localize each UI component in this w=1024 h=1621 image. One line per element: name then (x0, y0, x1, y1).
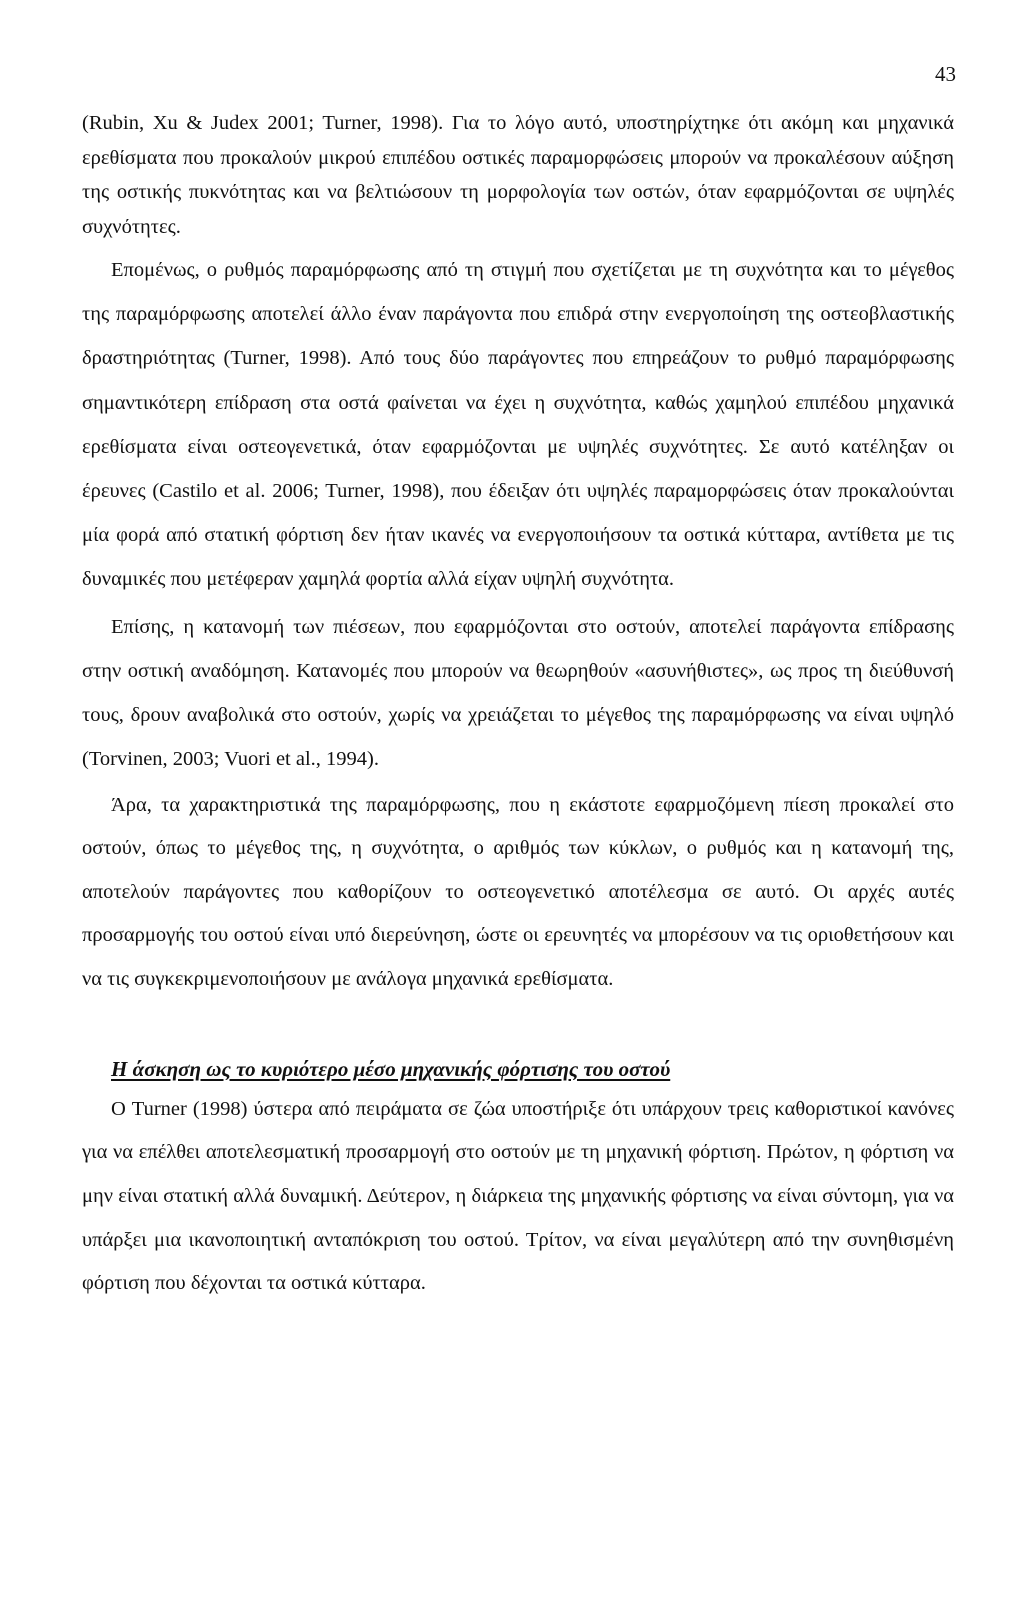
paragraph-4: Άρα, τα χαρακτηριστικά της παραμόρφωσης, που η εκάστοτε εφαρμοζόμενη πίεση προκαλεί στο οστούν, όπως το μέγεθος της, η συχνότητα, ο αριθμός των κύκλων, ο ρυθμός και η κατανομή της, αποτελούν παράγοντες που καθορίζουν το οστεογενετικό αποτέλεσμα σε αυτό. Οι αρχές αυτές προσαρμογής του οστού είναι υπό διερεύνηση, ώστε οι ερευνητές να μπορέσουν να τις οριοθετήσουν και να τις συγκεκριμενοποιήσουν με ανάλογα μηχανικά ερεθίσματα. (82, 793, 954, 990)
paragraph-2: Επομένως, ο ρυθμός παραμόρφωσης από τη στιγμή που σχετίζεται με τη συχνότητα και το μέγεθος της παραμόρφωσης αποτελεί άλλο έναν παράγοντα που επιδρά στην ενεργοποίηση της οστεοβλαστικής δραστηριότητας (Turner, 1998). Από τους δύο παράγοντες που επηρεάζουν το ρυθμό παραμόρφωσης σημαντικότερη επίδραση στα οστά φαίνεται να έχει η συχνότητα, καθώς χαμηλού επιπέδου μηχανικά ερεθίσματα είναι οστεογενετικά, όταν εφαρμόζονται με υψηλές συχνότητες. Σε αυτό κατέληξαν οι έρευνες (Castilo et al. 2006; Turner, 1998), που έδειξαν ότι υψηλές παραμορφώσεις όταν προκαλούνται μία φορά από στατική φόρτιση δεν ήταν ικανές να ενεργοποιήσουν τα οστικά κύτταρα, αντίθετα με τις δυναμικές που μετέφεραν χαμηλά φορτία αλλά είχαν υψηλή συχνότητα. (82, 259, 954, 591)
section-heading: Η άσκηση ως το κυριότερο μέσο μηχανικής φόρτισης του οστού (111, 1056, 671, 1081)
section-paragraph: Ο Turner (1998) ύστερα από πειράματα σε ζώα υποστήριξε ότι υπάρχουν τρεις καθοριστικοί κανόνες για να επέλθει αποτελεσματική προσαρμογή στο οστούν με τη μηχανική φόρτιση. Πρώτον, η φόρτιση να μην είναι στατική αλλά δυναμική. Δεύτερον, η διάρκεια της μηχανικής φόρτισης να είναι σύντομη, για να υπάρξει μια ικανοποιητική ανταπόκριση του οστού. Τρίτον, να είναι μεγαλύτερη από την συνηθισμένη φόρτιση που δέχονται τα οστικά κύτταρα. (82, 1097, 954, 1295)
paragraph-3: Επίσης, η κατανομή των πιέσεων, που εφαρμόζονται στο οστούν, αποτελεί παράγοντα επίδρασης στην οστική αναδόμηση. Κατανομές που μπορούν να θεωρηθούν «ασυνήθιστες», ως προς τη διεύθυνσή τους, δρουν αναβολικά στο οστούν, χωρίς να χρειάζεται το μέγεθος της παραμόρφωσης να είναι υψηλό (Torvinen, 2003; Vuori et al., 1994). (82, 615, 954, 770)
page-number: 43 (935, 62, 956, 86)
paragraph-1: (Rubin, Xu & Judex 2001; Turner, 1998). Για το λόγο αυτό, υποστηρίχτηκε ότι ακόμη και μηχανικά ερεθίσματα που προκαλούν μικρού επιπέδου οστικές παραμορφώσεις μπορούν να προκαλέσουν αύξηση της οστικής πυκνότητας και να βελτιώσουν τη μορφολογία των οστών, όταν εφαρμόζονται σε υψηλές συχνότητες. (82, 112, 954, 238)
page-body (82, 106, 954, 1306)
